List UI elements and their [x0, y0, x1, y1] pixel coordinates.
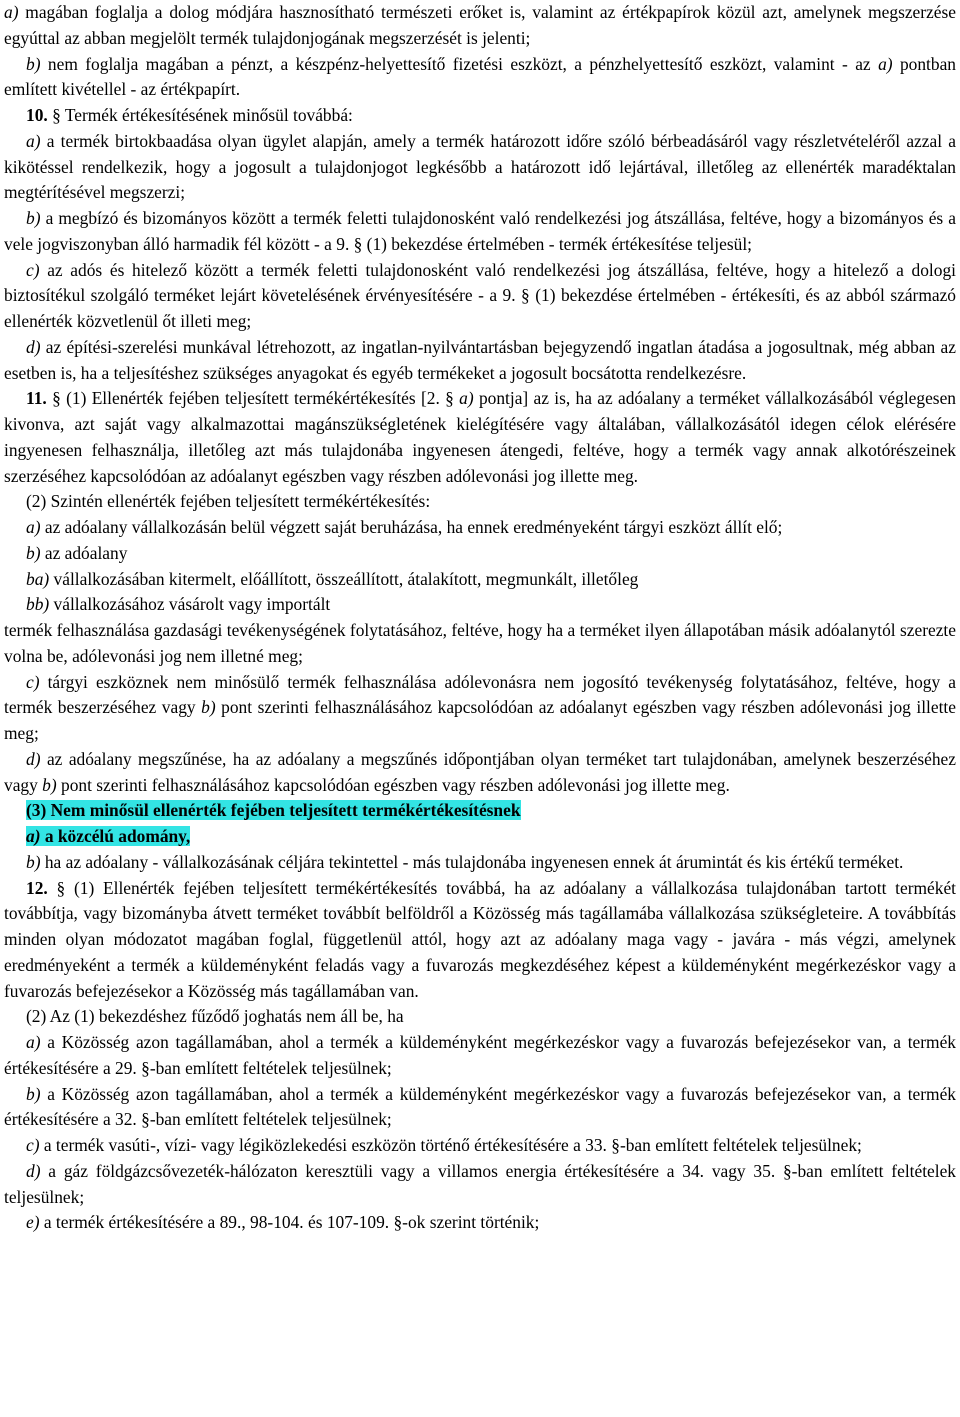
text-run: § (1) Ellenérték fejében teljesített termékértékesítés [2. § [46, 388, 460, 409]
text-run: a) [26, 517, 41, 537]
text-run: az adóalany [40, 542, 128, 563]
text-run: 11. [26, 388, 47, 409]
paragraph [4, 1159, 956, 1211]
paragraph [4, 1133, 956, 1159]
text-run: c) [26, 1135, 40, 1155]
paragraph [4, 567, 956, 593]
text-run: a megbízó és bizományos között a termék feletti tulajdonosként való rendelkezési jog átszállása, feltéve, hogy a bizományos és a vele jogviszonyban álló harmadik fél között - a 9. § (1) bekezdése értelmében - termék értékesítése teljesül; [4, 208, 956, 254]
text-run: pont szerinti felhasználásához kapcsolódóan az adóalanyt egészben vagy részben adólevonási jog illette meg; [4, 697, 956, 743]
text-run: az adóalany vállalkozásán belül végzett saját beruházása, ha ennek eredményeként tárgyi eszközt állít elő; [40, 517, 783, 537]
highlighted-paragraph [4, 824, 956, 850]
paragraph [4, 52, 956, 104]
paragraph [4, 489, 956, 515]
text-run: a Közösség azon tagállamában, ahol a termék a küldeményként megérkezéskor vagy a fuvarozás befejezésekor van, a termék értékesítésére a 29. §-ban említett feltételek teljesülnek; [4, 1032, 956, 1078]
text-run: b) [26, 542, 41, 563]
paragraph [4, 1030, 956, 1082]
text-run: a) [459, 388, 474, 409]
text-run: (2) Szintén ellenérték fejében teljesített termékértékesítés: [26, 491, 431, 512]
text-run: nem foglalja magában a pénzt, a készpénz-helyettesítő fizetési eszközt, a pénzhelyettesítő eszközt, valamint - az [40, 53, 879, 74]
text-run: pont szerinti felhasználásához kapcsolódóan egészben vagy részben adólevonási jog illette meg. [56, 774, 730, 795]
text-run: d) [26, 748, 41, 769]
text-run: a termék értékesítésére a 89., 98-104. és 107-109. §-ok szerint történik; [39, 1212, 540, 1233]
text-run: vállalkozásában kitermelt, előállított, összeállított, átalakított, megmunkált, illetőleg [49, 568, 639, 589]
text-run: vállalkozásához vásárolt vagy importált [49, 594, 331, 615]
paragraph [4, 515, 956, 541]
highlighted-paragraph [4, 798, 956, 824]
paragraph [4, 258, 956, 335]
text-run: § Termék értékesítésének minősül továbbá: [47, 105, 353, 125]
text-run: a termék vasúti-, vízi- vagy légiközlekedési eszközön történő értékesítésére a 33. §-ban említett feltételek teljesülnek; [39, 1135, 862, 1155]
paragraph [4, 541, 956, 567]
paragraph [4, 850, 956, 876]
paragraph [4, 747, 956, 799]
paragraph [4, 0, 956, 52]
text-run: termék felhasználása gazdasági tevékenységének folytatásához, feltéve, hogy ha a terméket ilyen állapotában másik adóalanytól szerezte volna be, adólevonási jog nem illetné meg; [4, 620, 956, 666]
paragraph [4, 670, 956, 747]
text-run: c) [26, 671, 40, 692]
text-run: magában foglalja a dolog módjára hasznosítható természeti erőket is, valamint az értékpapírok közül azt, amelynek megszerzése egyúttal az abban megjelölt termék tulajdonjogának megszerzését is jelenti; [4, 2, 956, 48]
text-run: a) [26, 826, 41, 846]
text-run: az építési-szerelési munkával létrehozott, az ingatlan-nyilvántartásban bejegyzendő ingatlan átadása a jogosultnak, még abban az esetben is, ha a teljesítéshez szükséges anyagokat és egyéb termékeket a jogosult bocsátotta rendelkezésre. [4, 336, 956, 383]
text-run: (2) Az (1) bekezdéshez fűződő joghatás nem áll be, ha [26, 1006, 404, 1027]
text-run: a) [4, 2, 19, 22]
text-run: b) [26, 53, 41, 74]
paragraph [4, 335, 956, 387]
text-run: a) [878, 53, 893, 74]
text-run: a Közösség azon tagállamában, ahol a termék a küldeményként megérkezéskor vagy a fuvarozás befejezésekor van, a termék értékesítésére a 32. §-ban említett feltételek teljesülnek; [4, 1083, 956, 1130]
paragraph [4, 129, 956, 206]
text-run: b) [201, 697, 216, 718]
text-run: ha az adóalany - vállalkozásának céljára tekintettel - más tulajdonába ingyenesen ennek át árumintát és kis értékű terméket. [40, 851, 904, 872]
paragraph [4, 618, 956, 670]
section-paragraph [4, 876, 956, 1005]
text-run: c) [26, 259, 40, 280]
text-run: pontja] az is, ha az adóalany a terméket vállalkozásából véglegesen kivonva, azt saját vagy alkalmazottai magánszükségletének kielégítésére vagy általában, vállalkozásától idegen célok elérésére ingyenesen felhasználja, illetőleg azt más tulajdonába ingyenesen átengedi, feltéve, hogy a termék vagy annak alkotórészeinek szerzéséhez kapcsolódóan az adóalanyt egészben vagy részben adólevonási jog illette meg. [4, 388, 956, 486]
paragraph [4, 1082, 956, 1134]
paragraph [4, 592, 956, 618]
text-run: b) [42, 774, 57, 795]
text-run: a) [26, 130, 41, 151]
text-run: b) [26, 208, 41, 228]
text-run: d) [26, 1160, 41, 1181]
paragraph [4, 206, 956, 258]
text-run: a gáz földgázcsővezeték-hálózaton keresztüli vagy a villamos energia értékesítésére a 34. vagy 35. §-ban említett feltételek teljesülnek; [4, 1160, 956, 1207]
text-run: bb) [26, 594, 50, 615]
text-run: e) [26, 1212, 40, 1233]
section-paragraph [4, 386, 956, 489]
text-run: ba) [26, 568, 50, 589]
text-run: b) [26, 851, 41, 872]
text-run: tárgyi eszköznek nem minősülő termék felhasználása adólevonásra nem jogosító tevékenység folytatásához, feltéve, hogy a termék beszerzéséhez vagy [4, 671, 956, 718]
text-run: a közcélú adomány, [40, 826, 191, 846]
paragraph [4, 1004, 956, 1030]
text-run: 12. [26, 877, 48, 898]
text-run: (3) Nem minősül ellenérték fejében teljesített termékértékesítésnek [26, 800, 521, 821]
text-run: § (1) Ellenérték fejében teljesített termékértékesítés továbbá, ha az adóalany a vállalkozása tulajdonában tartott termékét továbbítja, vagy bizományba átvett terméket továbbít belföldről a Közösség más tagállamába vállalkozása szükségleteire. A továbbítás minden olyan módozatot magában foglal, függetlenül attól, hogy azt az adóalany maga vagy - javára - más végzi, amelynek eredményeként a termék a küldeményként feladás vagy a fuvarozás megkezdéséhez képest a küldeményként megérkezéskor vagy a fuvarozás befejezésekor a Közösség más tagállamában van. [4, 877, 956, 1001]
section-heading [4, 103, 956, 129]
paragraph [4, 1210, 956, 1236]
text-run: 10. [26, 105, 48, 125]
text-run: pontban említett kivétellel - az értékpapírt. [4, 53, 957, 100]
text-run: az adós és hitelező között a termék feletti tulajdonosként való rendelkezési jog átszállása, feltéve, hogy a hitelező a dologi biztosítékul szolgáló terméket lejárt követelésének érvényesítésére - a 9. § (1) bekezdése értelmében - értékesíti, és az abból származó ellenérték közvetlenül őt illeti meg; [4, 259, 956, 331]
text-run: az adóalany megszűnése, ha az adóalany a megszűnés időpontjában olyan terméket tart tulajdonában, amelynek beszerzéséhez vagy [4, 748, 956, 795]
text-run: b) [26, 1083, 41, 1104]
text-run: d) [26, 336, 41, 357]
text-run: a) [26, 1032, 41, 1052]
text-run: a termék birtokbaadása olyan ügylet alapján, amely a termék határozott időre szóló bérbeadásáról vagy részletvételéről azzal a kikötéssel rendelkezik, hogy a jogosult a tulajdonjogot legkésőbb a határozott idő lejártával, illetőleg az ellenérték maradéktalan megtérítésével megszerzi; [4, 130, 956, 203]
